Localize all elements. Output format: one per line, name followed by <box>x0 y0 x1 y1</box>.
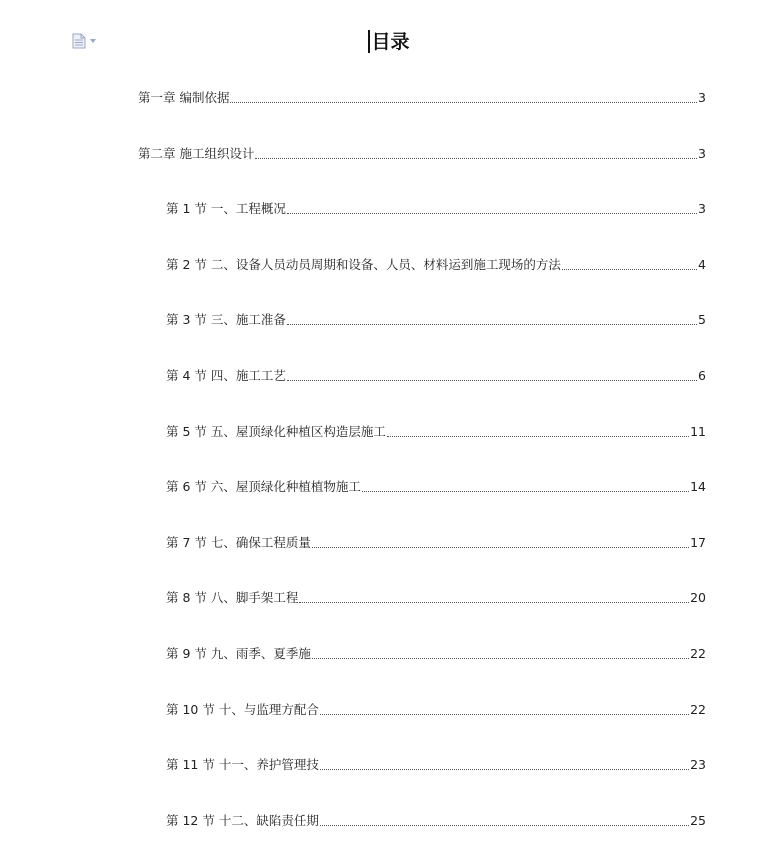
toc-title-text: 目录 <box>371 31 410 53</box>
toc-entry-section-5[interactable] <box>166 422 706 442</box>
toc-entry-label: 第 4 节 四、施工工艺 <box>166 368 286 383</box>
toc-entry-page: 20 <box>690 590 706 605</box>
toc-entry-page: 22 <box>690 702 706 717</box>
toc-entry-section-11[interactable] <box>166 755 706 775</box>
toc-entry-label: 第 5 节 五、屋顶绿化种植区构造层施工 <box>166 424 386 439</box>
toc-entry-page: 14 <box>690 479 706 494</box>
dot-leader <box>320 768 689 770</box>
toc-entry-section-2[interactable] <box>166 255 706 275</box>
toc-entry-section-7[interactable] <box>166 533 706 553</box>
dot-leader <box>362 490 689 492</box>
toc-entry-section-3[interactable] <box>166 310 706 330</box>
toc-entry-section-9[interactable] <box>166 644 706 664</box>
toc-entry-label: 第 9 节 九、雨季、夏季施 <box>166 646 311 661</box>
dot-leader <box>312 546 689 548</box>
toc-entry-label: 第 12 节 十二、缺陷责任期 <box>166 813 319 828</box>
toc-entry-chapter-1[interactable] <box>138 88 706 108</box>
toc-entry-page: 23 <box>690 757 706 772</box>
toc-entry-page: 22 <box>690 646 706 661</box>
toc-entry-section-8[interactable] <box>166 588 706 608</box>
toc-entry-label: 第 3 节 三、施工准备 <box>166 312 286 327</box>
toc-entry-label: 第二章 施工组织设计 <box>138 146 255 161</box>
dot-leader <box>299 601 689 603</box>
dot-leader <box>287 212 697 214</box>
dot-leader <box>320 713 689 715</box>
toc-entry-label: 第 2 节 二、设备人员动员周期和设备、人员、材料运到施工现场的方法 <box>166 257 561 272</box>
toc-entry-section-1[interactable] <box>166 199 706 219</box>
toc-entry-label: 第 8 节 八、脚手架工程 <box>166 590 299 605</box>
dot-leader <box>320 824 689 826</box>
toc-entry-section-4[interactable] <box>166 366 706 386</box>
toc-entry-section-12[interactable] <box>166 811 706 831</box>
dot-leader <box>287 323 697 325</box>
toc-entry-label: 第 10 节 十、与监理方配合 <box>166 702 319 717</box>
toc-entry-page: 17 <box>690 535 706 550</box>
dot-leader <box>312 657 689 659</box>
dot-leader <box>562 268 697 270</box>
dot-leader <box>230 101 697 103</box>
toc-entry-label: 第一章 编制依据 <box>138 90 230 105</box>
toc-entry-chapter-2[interactable] <box>138 144 706 164</box>
toc-entry-page: 11 <box>690 424 706 439</box>
toc-entry-page: 25 <box>690 813 706 828</box>
toc-entry-page: 3 <box>698 146 706 161</box>
toc-entry-page: 6 <box>698 368 706 383</box>
toc-entry-page: 3 <box>698 90 706 105</box>
dot-leader <box>387 435 689 437</box>
toc-entry-section-10[interactable] <box>166 700 706 720</box>
toc-entry-label: 第 6 节 六、屋顶绿化种植植物施工 <box>166 479 361 494</box>
toc-entry-section-6[interactable] <box>166 477 706 497</box>
toc-entry-label: 第 11 节 十一、养护管理技 <box>166 757 319 772</box>
toc-entry-page: 5 <box>698 312 706 327</box>
toc-entry-page: 4 <box>698 257 706 272</box>
dot-leader <box>255 157 697 159</box>
toc-entry-page: 3 <box>698 201 706 216</box>
toc-entry-label: 第 1 节 一、工程概况 <box>166 201 286 216</box>
toc-entry-label: 第 7 节 七、确保工程质量 <box>166 535 311 550</box>
dot-leader <box>287 379 697 381</box>
